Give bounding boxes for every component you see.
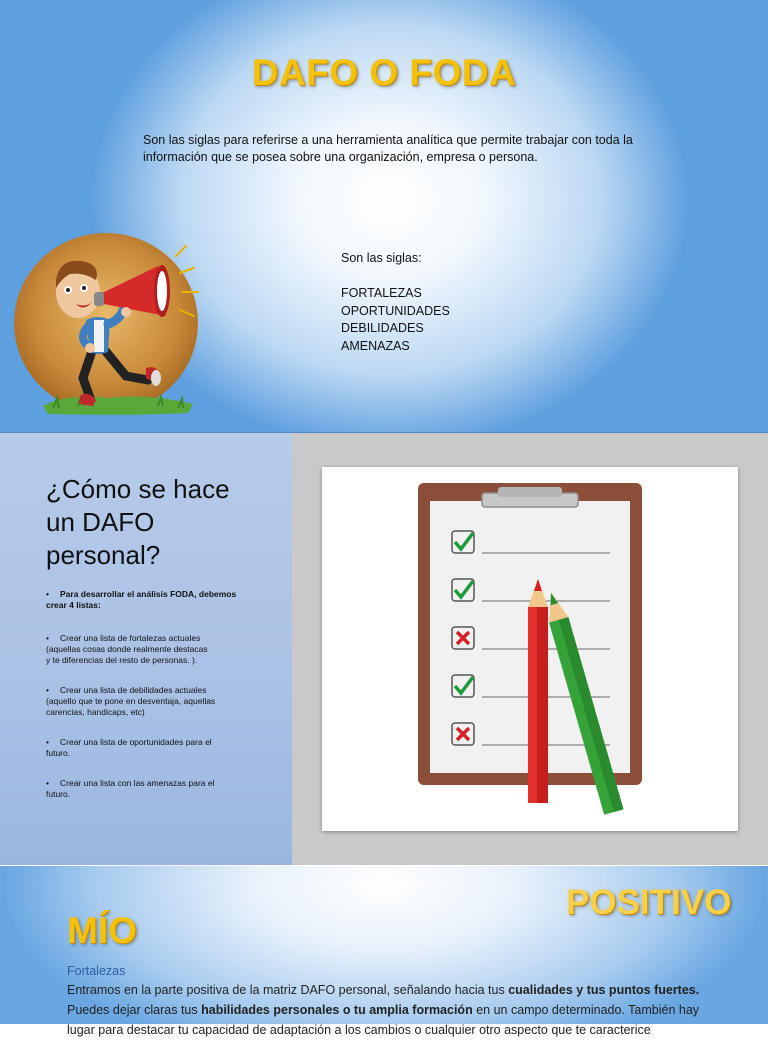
item-line: Crear una lista con las amenazas para el	[60, 778, 215, 788]
illustration-card	[322, 467, 738, 831]
bullet-glyph: •	[46, 778, 49, 788]
red-pencil-icon	[528, 579, 548, 803]
megaphone-man-icon	[8, 228, 208, 423]
text-run: en un campo determinado. También hay	[472, 1003, 700, 1017]
item-line: futuro.	[46, 748, 71, 758]
item-line: carencias, handicaps, etc)	[46, 707, 145, 717]
intro-line-1: Son las siglas para referirse a una herramienta analítica que permite trabajar con toda la	[143, 133, 633, 147]
bullet-glyph: •	[46, 633, 49, 643]
item-line: (aquello que te pone en desventaja, aquellas	[46, 696, 216, 706]
siglas-heading: Son las siglas:	[341, 251, 422, 265]
text-run: lugar para destacar tu capacidad de adaptación a los cambios o cualquier otro aspecto que te caracterice	[67, 1023, 651, 1037]
slide-mio-positivo	[0, 866, 768, 1037]
list-item	[46, 633, 256, 666]
clipboard-checklist-icon	[322, 467, 738, 831]
intro-line-2: información que se posea sobre una organización, empresa o persona.	[143, 150, 538, 164]
siglas-list	[341, 285, 450, 355]
sigla-item: FORTALEZAS	[341, 286, 422, 300]
list-item	[46, 685, 256, 718]
slide-dafo-intro	[0, 0, 768, 433]
list-item	[46, 589, 256, 611]
slide-title: DAFO O FODA	[251, 52, 517, 93]
text-run: Puedes dejar claras tus	[67, 1003, 202, 1017]
list-item	[46, 737, 256, 759]
sigla-item: DEBILIDADES	[341, 321, 424, 335]
slide-title: MÍO	[67, 910, 137, 951]
list-item	[46, 778, 256, 800]
fortalezas-paragraph	[67, 980, 727, 1040]
subheading-fortalezas: Fortalezas	[67, 964, 126, 978]
bullet-glyph: •	[46, 737, 49, 747]
item-line: (aquellas cosas donde realmente destacas	[46, 644, 208, 654]
text-run-bold: habilidades personales o tu amplia formación	[201, 1003, 473, 1017]
positivo-label: POSITIVO	[566, 883, 732, 922]
item-line: futuro.	[46, 789, 71, 799]
item-line: y te diferencias del resto de personas. ).	[46, 655, 198, 665]
intro-text	[143, 132, 683, 166]
left-panel	[0, 433, 292, 865]
bullet-glyph: •	[46, 589, 49, 599]
text-run-bold: cualidades y tus puntos fuertes.	[508, 983, 700, 997]
heading-line-3: personal?	[46, 540, 161, 570]
heading-line-2: un DAFO	[46, 507, 155, 537]
slide-como-se-hace	[0, 433, 768, 865]
steps-list	[46, 589, 256, 819]
item-line: Crear una lista de debilidades actuales	[60, 685, 207, 695]
item-line: Crear una lista de fortalezas actuales	[60, 633, 201, 643]
item-line: crear 4 listas:	[46, 600, 101, 610]
sigla-item: OPORTUNIDADES	[341, 303, 450, 318]
item-line: Crear una lista de oportunidades para el	[60, 737, 212, 747]
slide-heading	[46, 473, 286, 572]
item-line: Para desarrollar el análisis FODA, debemos	[60, 589, 237, 599]
sigla-item: AMENAZAS	[341, 338, 410, 353]
text-run: Entramos en la parte positiva de la matriz DAFO personal, señalando hacia tus	[67, 983, 509, 997]
bullet-glyph: •	[46, 685, 49, 695]
heading-line-1: ¿Cómo se hace	[46, 474, 230, 504]
